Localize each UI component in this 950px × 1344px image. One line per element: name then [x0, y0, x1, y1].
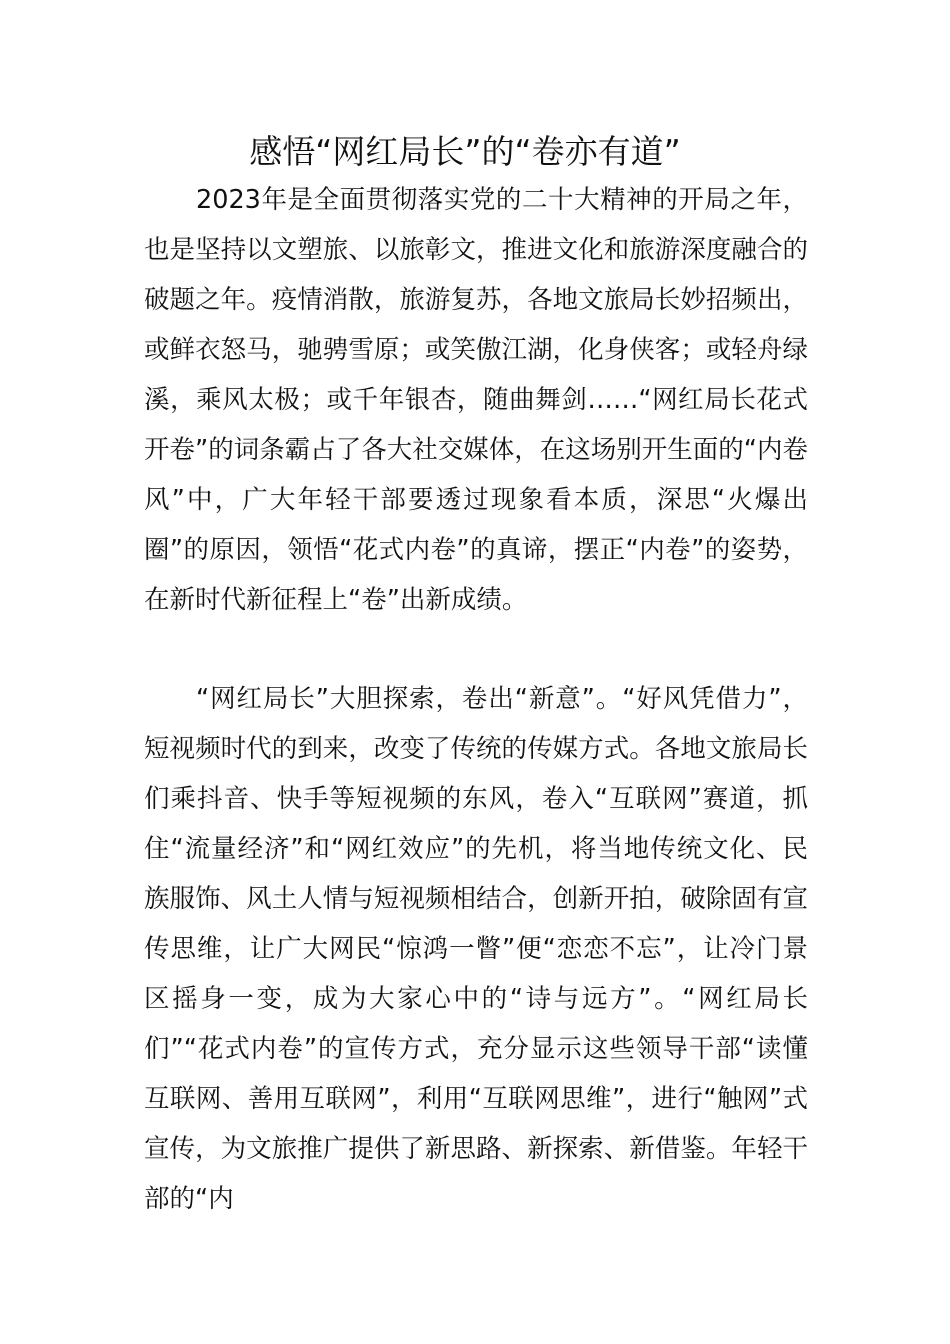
paragraph-2: “网红局长”大胆探索，卷出“新意”。“好风凭借力”，短视频时代的到来，改变了传统的传媒方式。各地文旅局长们乘抖音、快手等短视频的东风，卷入“互联网”赛道，抓住“流量经济”和“网红效应”的先机，将当地传统文化、民族服饰、风土人情与短视频相结合，创新开拍，破除固有宣传思维，让广大网民“惊鸿一瞥”便“恋恋不忘”，让冷门景区摇身一变，成为大家心中的“诗与远方”。“网红局长们”“花式内卷”的宣传方式，充分显示这些领导干部“读懂互联网、善用互联网”，利用“互联网思维”，进行“触网”式宣传，为文旅推广提供了新思路、新探索、新借鉴。年轻干部的“内: [144, 684, 808, 1214]
document-title: 感悟“网红局长”的“卷亦有道”: [249, 132, 681, 171]
paragraph-1: 2023年是全面贯彻落实党的二十大精神的开局之年，也是坚持以文塑旅、以旅彰文，推进文化和旅游深度融合的破题之年。疫情消散，旅游复苏，各地文旅局长妙招频出，或鲜衣怒马，驰骋雪原；或笑傲江湖，化身侠客；或轻舟绿溪，乘风太极；或千年银杏，随曲舞剑……“网红局长花式开卷”的词条霸占了各大社交媒体，在这场别开生面的“内卷风”中，广大年轻干部要透过现象看本质，深思“火爆出圈”的原因，领悟“花式内卷”的真谛，摆正“内卷”的姿势，在新时代新征程上“卷”出新成绩。: [144, 185, 808, 615]
